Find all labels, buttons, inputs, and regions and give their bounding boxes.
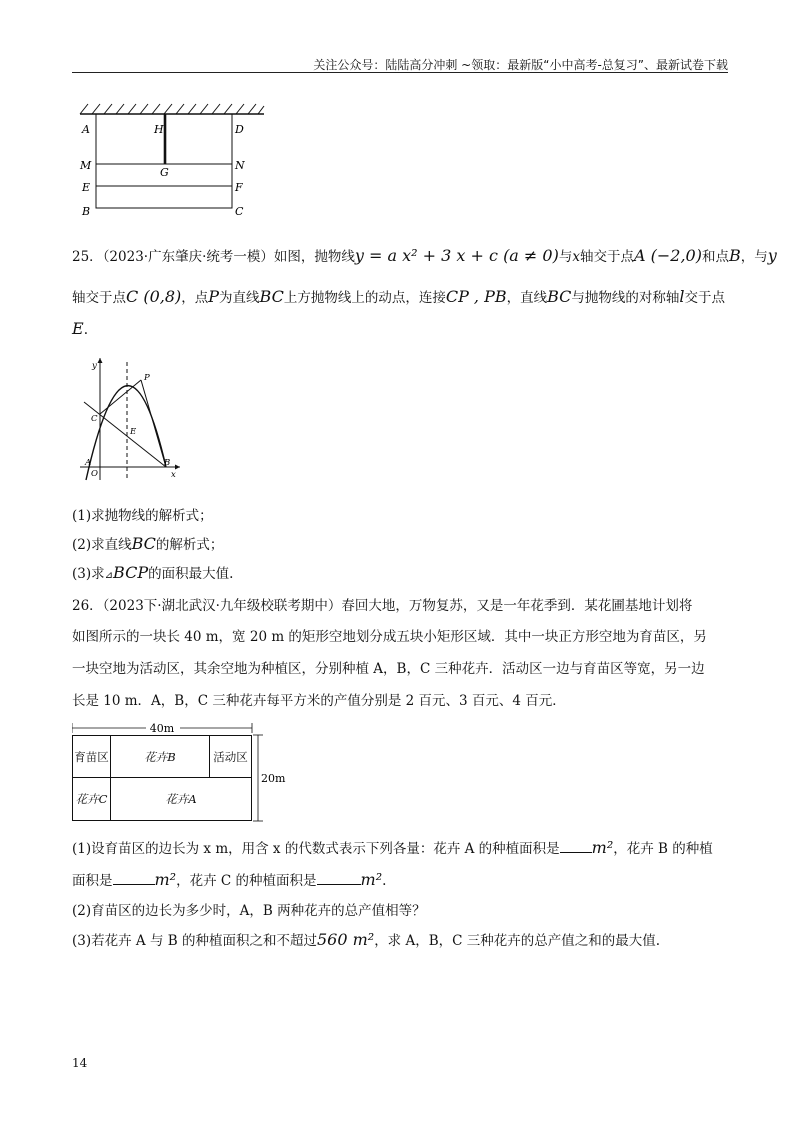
q25-sub2: (2)求直线BC的解析式；	[72, 534, 224, 553]
label-O: O	[91, 469, 98, 479]
length-label: 40m	[149, 722, 175, 735]
label-E: E	[130, 427, 137, 437]
garden-layout	[72, 735, 252, 821]
q26-line2: 如图所示的一块长 40 m，宽 20 m 的矩形空地划分成五块小矩形区域．其中一块正方形空地为育苗区，另	[72, 629, 707, 645]
q25-sub1: (1)求抛物线的解析式；	[72, 508, 213, 524]
label-P: P	[144, 373, 150, 383]
page-number: 14	[72, 1056, 88, 1070]
label-C: C	[235, 205, 244, 218]
flower-b-area: 花卉B	[111, 736, 209, 778]
label-G: G	[160, 166, 169, 179]
label-x: x	[171, 470, 176, 480]
label-N: N	[235, 159, 245, 172]
q26-line1: 26．（2023下·湖北武汉·九年级校联考期中）春回大地，万物复苏，又是一年花季到．某花圃基地计划将	[72, 598, 693, 614]
flower-a-area: 花卉A	[165, 792, 197, 806]
label-D: D	[235, 123, 244, 136]
label-y: y	[92, 361, 97, 371]
label-C: C	[91, 414, 98, 424]
q26-line4: 长是 10 m．A，B，C 三种花卉每平方米的产值分别是 2 百元、3 百元、4 百元．	[72, 693, 566, 709]
q26-sub1-line1: (1)设育苗区的边长为 x m，用含 x 的代数式表示下列各量：花卉 A 的种植面积是 m²，花卉 B 的种植	[72, 838, 713, 857]
q25-line1: 25．（2023·广东肇庆·统考一模）如图，抛物线y = a x² + 3 x + c (a ≠ 0)与x轴交于点A (−2,0)和点B，与y	[72, 246, 777, 265]
ceiling-hatch	[80, 104, 264, 114]
label-F: F	[235, 181, 243, 194]
q26-sub1-line2: 面积是 m²，花卉 C 的种植面积是 m².	[72, 870, 387, 889]
activity-area: 活动区	[209, 736, 251, 778]
q26-sub2: (2)育苗区的边长为多少时，A，B 两种花卉的总产值相等？	[72, 903, 426, 919]
label-A: A	[82, 123, 90, 136]
header-rule	[72, 72, 728, 73]
label-A: A	[85, 458, 92, 468]
blank-b	[113, 870, 155, 885]
label-B: B	[164, 458, 171, 468]
figure-frame	[72, 100, 272, 222]
q26-sub3: (3)若花卉 A 与 B 的种植面积之和不超过560 m²，求 A，B，C 三种花卉的总产值之和的最大值.	[72, 930, 661, 949]
flower-c-area: 花卉C	[73, 778, 111, 820]
blank-a	[560, 838, 592, 853]
nursery-area: 育苗区	[73, 736, 111, 778]
width-label: 20m	[261, 772, 286, 785]
q26-line3: 一块空地为活动区，其余空地为种植区，分别种植 A，B，C 三种花卉．活动区一边与育苗区等宽，另一边	[72, 661, 705, 677]
q25-sub3: (3)求⊿BCP的面积最大值.	[72, 563, 234, 582]
label-H: H	[154, 123, 164, 136]
page-header: 关注公众号：陆陆高分冲刺 ~领取：最新版“小中高考-总复习”、最新试卷下载	[313, 58, 728, 72]
figure-parabola	[76, 354, 186, 484]
label-M: M	[80, 159, 92, 172]
blank-c	[317, 870, 361, 885]
label-B: B	[82, 205, 91, 218]
label-E: E	[82, 181, 91, 194]
q25-line2: 轴交于点C (0,8)，点P为直线BC上方抛物线上的动点，连接CP , PB，直线BC与抛物线的对称轴l交于点	[72, 287, 726, 306]
q25-line3: E.	[72, 319, 88, 338]
